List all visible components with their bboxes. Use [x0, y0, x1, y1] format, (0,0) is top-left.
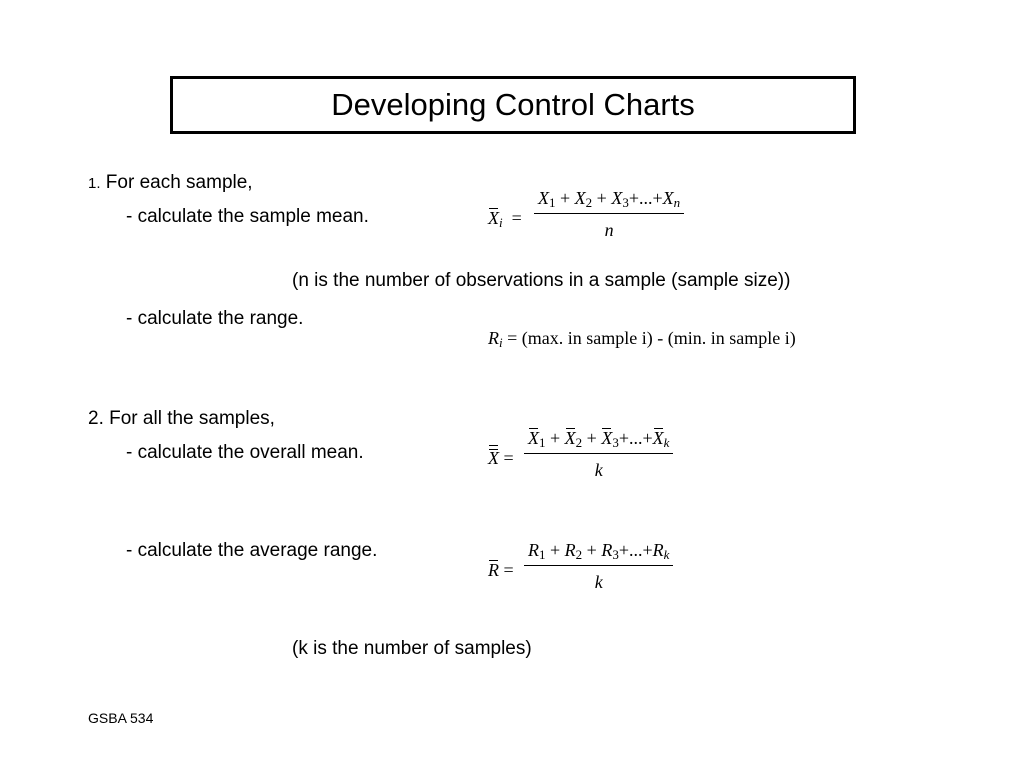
- note-n: (n is the number of observations in a sample (sample size)): [292, 270, 791, 291]
- page-title: Developing Control Charts: [331, 87, 695, 122]
- footer-course-code: GSBA 534: [88, 710, 154, 726]
- average-range-numerator: $R_1 + R_2 + R_3+...+R_k$: [524, 540, 673, 566]
- lhs-r-bar: R: [488, 560, 499, 580]
- section2-heading: 2. For all the samples,: [88, 408, 275, 429]
- section1-number: 1.: [88, 175, 101, 192]
- overall-mean-fraction: [524, 428, 673, 481]
- overall-mean-lhs: [488, 448, 514, 469]
- range-equals: =: [507, 328, 518, 348]
- lhs-x-double-bar: X: [488, 448, 499, 468]
- overall-equals: =: [503, 448, 514, 468]
- range-lhs-sub: i: [499, 335, 503, 350]
- lhs-x-bar: X: [488, 208, 499, 228]
- step-overall-mean: - calculate the overall mean.: [126, 442, 364, 463]
- formula-average-range: [488, 540, 738, 605]
- formula-overall-mean: [488, 428, 738, 493]
- sample-mean-fraction: [534, 188, 684, 241]
- average-range-fraction: [524, 540, 673, 593]
- overall-mean-numerator: $X_1 + X_2 + X_3+...+X_k$: [524, 428, 673, 454]
- section1-heading-line: [88, 173, 253, 192]
- formula-range: [488, 328, 796, 351]
- note-k: (k is the number of samples): [292, 638, 532, 659]
- sample-mean-lhs: [488, 208, 522, 231]
- title-box: [170, 76, 856, 134]
- range-lhs-var: R: [488, 328, 499, 348]
- overall-mean-denominator: k: [594, 460, 603, 480]
- average-range-denominator: k: [594, 572, 603, 592]
- lhs-sub-i: i: [499, 215, 503, 230]
- step-average-range: - calculate the average range.: [126, 540, 378, 561]
- section1-heading: For each sample,: [105, 172, 253, 193]
- average-range-lhs: [488, 560, 514, 581]
- equals-sign: =: [511, 208, 522, 228]
- formula-sample-mean: [488, 188, 738, 253]
- sample-mean-numerator: $X_1 + X_2 + X_3+...+X_n$: [534, 188, 684, 214]
- range-rhs: (max. in sample i) - (min. in sample i): [521, 328, 796, 348]
- sample-mean-denominator: n: [604, 220, 614, 240]
- step-sample-mean: - calculate the sample mean.: [126, 206, 369, 227]
- avg-range-equals: =: [503, 560, 514, 580]
- step-range: - calculate the range.: [126, 308, 304, 329]
